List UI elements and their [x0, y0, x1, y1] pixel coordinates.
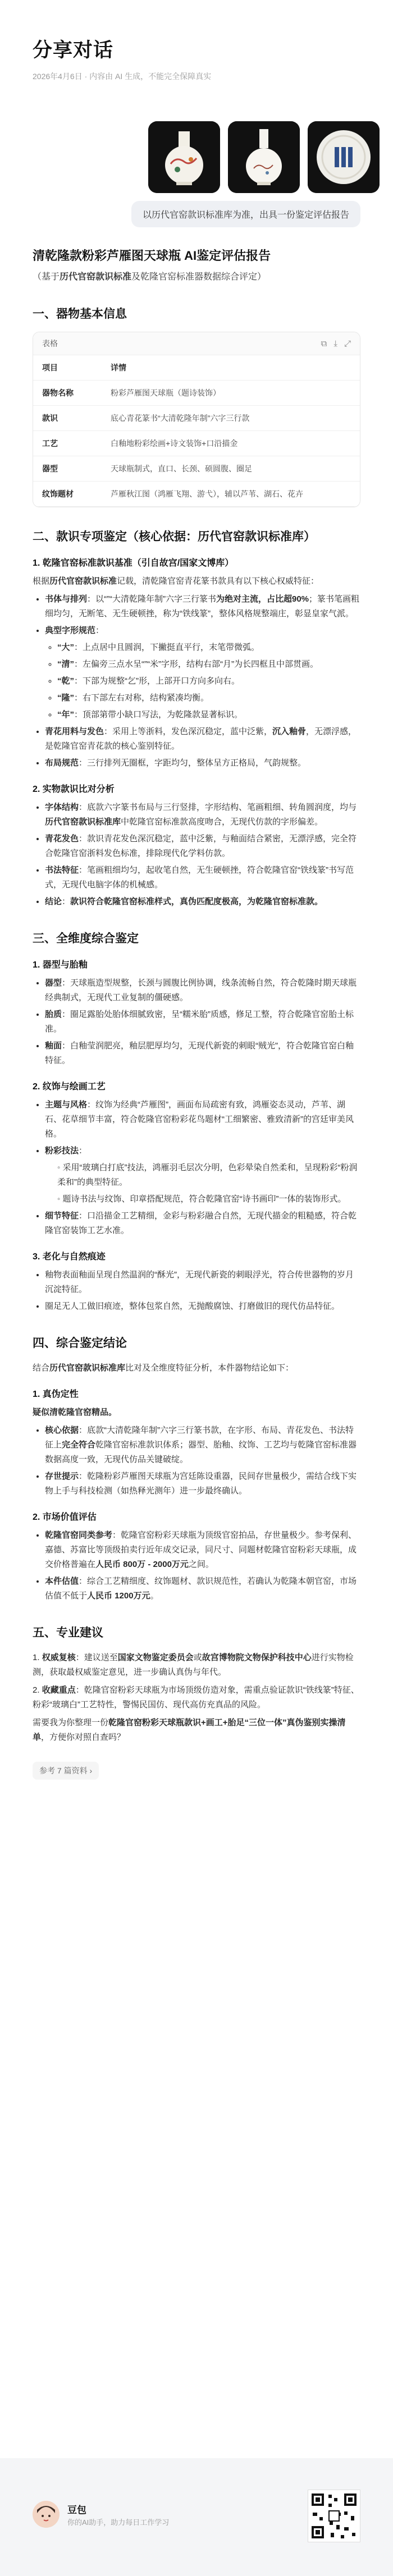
list-item: • 书体与排列：以“”“大清乾隆年制”六字三行篆书为绝对主流，占比超90%；篆书笔画粗细均匀，无断笔、无生硬顿挫，称为“铁线篆”，整体风格规整端庄，彰显皇家气派。	[45, 592, 360, 621]
table-row: 工艺 白釉地粉彩绘画+诗文装饰+口沿描金	[33, 431, 360, 456]
list-item: • 釉物表面釉面呈现自然温润的“酥光”，无现代新瓷的刺眼浮光，符合传世器物的岁月沉淀特征。	[45, 1268, 360, 1297]
verdict: 疑似清乾隆官窑精品。	[33, 1408, 117, 1417]
list-item: • 字体结构：底款六字篆书布局与三行竖排，字形结构、笔画粗细、转角圆润度，均与历代官窑款识标准库中乾隆官窑标准款高度吻合，无现代仿款的字形偏差。	[45, 800, 360, 829]
section-basic-info-heading: 一、器物基本信息	[33, 308, 127, 320]
closing-question: 需要我为你整理一份乾隆官窑粉彩天球瓶款识+画工+胎足“三位一体”真伪鉴别实操清单，方便你对照自查吗？	[33, 1718, 346, 1742]
subsection-heading: 3. 老化与自然痕迹	[33, 1252, 106, 1262]
share-meta: 2026年4月6日 · 内容由 AI 生成，不能完全保障真实	[33, 72, 212, 81]
user-message: 以历代官窑款识标准库为准，出具一份鉴定评估报告	[131, 201, 360, 227]
list-item: ◦ “乾”：下部为规整“乞”形，上部开口方向多向右。	[57, 674, 360, 689]
expand-icon[interactable]: ⤢	[344, 338, 351, 349]
list-item: • 布局规范：三行排列无圈框，字距均匀，整体呈方正格局，气韵规整。	[45, 756, 360, 771]
list-item: • 器型：天球瓶造型规整，长颈与圆腹比例协调，线条流畅自然，符合乾隆时期天球瓶经典制式，无现代工业复制的僵硬感。	[45, 976, 360, 1005]
qr-code	[308, 2490, 360, 2542]
table-row: 器物名称 粉彩芦雁图天球瓶（题诗装饰）	[33, 381, 360, 406]
report-subtitle: （基于历代官窑款识标准及乾隆官窑标准器数据综合评定）	[33, 272, 267, 282]
list-item: • 青花用料与发色：采用上等浙料，发色深沉稳定，蓝中泛紫，沉入釉骨，无漂浮感，是乾隆官窑青花款的核心鉴别特征。	[45, 725, 360, 754]
vase-base-image[interactable]	[308, 121, 380, 193]
list-item: ◦ “大”：上点居中且圆润，下撇挺直平行，末笔带微弧。	[57, 640, 360, 655]
subsection-heading: 1. 器型与胎釉	[33, 960, 88, 970]
list-item: ◦ 题诗书法与纹饰、印章搭配规范，符合乾隆官窑“诗书画印”一体的装饰形式。	[57, 1192, 360, 1207]
info-table-card	[33, 332, 360, 507]
list-item: • 粉彩技法： ◦ 采用“玻璃白打底”技法，鸿雁羽毛层次分明，色彩晕染自然柔和，呈现粉彩“粉润柔和”的典型特征。 ◦ 题诗书法与纹饰、印章搭配规范，符合乾隆官窑“诗书画印”一体的装饰形式。	[45, 1144, 360, 1207]
subsection-heading: 2. 实物款识比对分析	[33, 785, 115, 794]
list-item: • 存世提示：乾隆粉彩芦雁图天球瓶为宫廷陈设重器，民间存世量极少，需结合线下实物上手与科技检测（如热释光测年）进一步最终确认。	[45, 1469, 360, 1498]
list-item: ◦ “隆”：右下部左右对称，结构紧凑均衡。	[57, 691, 360, 705]
subsection-heading: 1. 真伪定性	[33, 1390, 79, 1399]
col-header-item: 项目	[33, 355, 102, 381]
list-item: • 主题与风格：纹饰为经典“芦雁图”，画面布局疏密有致，鸿雁姿态灵动，芦苇、湖石、花草细节丰富，符合乾隆官窑粉彩花鸟题材“工细繁密、雅致清新”的宫廷审美风格。	[45, 1098, 360, 1142]
list-item: • 青花发色：款识青花发色深沉稳定，蓝中泛紫，与釉面结合紧密，无漂浮感，完全符合乾隆官窑浙料发色标准，排除现代化学料仿款。	[45, 832, 360, 861]
paragraph: 根据历代官窑款识标准记载，清乾隆官窑青花篆书款具有以下核心权威特征：	[33, 576, 319, 586]
copy-icon[interactable]: ⧉	[321, 338, 327, 349]
assistant-name: 豆包	[67, 2505, 86, 2515]
table-row: 纹饰题材 芦雁秋江图（鸿雁飞翔、游弋），辅以芦苇、湖石、花卉	[33, 482, 360, 507]
report-title: 清乾隆款粉彩芦雁图天球瓶 AI鉴定评估报告	[33, 249, 271, 263]
list-item: • 结论：款识符合乾隆官窑标准样式，真伪匹配度极高，为乾隆官窑标准款。	[45, 895, 360, 909]
avatar	[33, 2501, 60, 2528]
subsection-heading: 2. 纹饰与绘画工艺	[33, 1082, 106, 1092]
list-item: • 书法特征：笔画粗细均匀，起收笔自然，无生硬顿挫，符合乾隆官窑“铁线篆”书写范式，无现代电脑字体的机械感。	[45, 863, 360, 892]
paragraph: 结合历代官窑款识标准库比对及全维度特征分析，本件器物结论如下：	[33, 1363, 294, 1373]
list-item: • 圈足无人工做旧痕迹，整体包浆自然，无抛酸腐蚀、打磨做旧的现代仿品特征。	[45, 1299, 360, 1314]
section-advice-heading: 五、专业建议	[33, 1626, 103, 1639]
list-item: ◦ “年”：顶部第带小缺口写法，为乾隆款显著标识。	[57, 708, 360, 722]
list-item: • 核心依据：底款“大清乾隆年制”六字三行篆书款，在字形、布局、青花发色、书法特征上完全符合乾隆官窑标准款识体系；器型、胎釉、纹饰、工艺均与乾隆官窑标准器数据高度一致，无现代仿品关键破绽。	[45, 1423, 360, 1467]
col-header-detail: 详情	[102, 355, 360, 381]
list-item: • 乾隆官窑同类参考：乾隆官窑粉彩天球瓶为顶级官窑拍品，存世量极少。参考保利、嘉德、苏富比等顶级拍卖行近年成交记录，同尺寸、同题材乾隆官窑粉彩天球瓶，成交价格普遍在人民币 800万 - 2000万元之间。	[45, 1528, 360, 1572]
section-conclusion-heading: 四、综合鉴定结论	[33, 1337, 127, 1350]
subsection-heading: 1. 乾隆官窑标准款识基准（引自故宫/国家文博库）	[33, 558, 234, 568]
list-item: • 胎质：圈足露胎处胎体细腻致密，呈“糯米胎”质感，修足工整，符合乾隆官窑胎土标准。	[45, 1007, 360, 1037]
subsection-heading: 2. 市场价值评估	[33, 1512, 97, 1522]
paragraph: 2. 收藏重点：乾隆官窑粉彩天球瓶为市场顶级仿造对象，需重点验证款识“铁线篆”特征、粉彩“玻璃白”工艺特性，警惕民国仿、现代高仿充真品的风险。	[33, 1685, 359, 1709]
assistant-desc: 你的AI助手，助力每日工作学习	[67, 2518, 170, 2527]
references-button[interactable]: 参考 7 篇资料 ›	[33, 1762, 99, 1780]
paragraph: 1. 权威复核：建议送至国家文物鉴定委员会或故宫博物院文物保护科技中心进行实物检测，获取最权威鉴定意见，进一步确认真伪与年代。	[33, 1653, 354, 1677]
list-item: • 本件估值：综合工艺精细度、纹饰题材、款识规范性，若确认为乾隆本朝官窑，市场估值不低于人民币 1200万元。	[45, 1574, 360, 1603]
section-comprehensive-heading: 三、全维度综合鉴定	[33, 932, 139, 945]
share-header	[0, 0, 393, 82]
list-item: • 典型字形规范： ◦ “大”：上点居中且圆润，下撇挺直平行，末笔带微弧。 ◦ “清”：左偏旁三点水呈“”“米”字形，结构右部“月”为长四框且中部贯画。 ◦ “乾”：下部为规整“乞”形，上部开口方向多向右。 ◦ “隆”：右下部左右对称，结构紧凑均衡。 ◦ “年”：顶部第带小缺口写法，为乾隆款显著标识。	[45, 624, 360, 722]
footer	[0, 2458, 393, 2576]
table-label: 表格	[42, 339, 58, 348]
list-item: ◦ 采用“玻璃白打底”技法，鸿雁羽毛层次分明，色彩晕染自然柔和，呈现粉彩“粉润柔和”的典型特征。	[57, 1161, 360, 1190]
table-row: 款识 底心青花篆书“大清乾隆年制”六字三行款	[33, 406, 360, 431]
section-mark-heading: 二、款识专项鉴定（核心依据：历代官窑款识标准库）	[33, 530, 316, 543]
vase-image-1[interactable]	[148, 121, 220, 193]
download-icon[interactable]: ⤓	[333, 338, 337, 349]
vase-image-2[interactable]	[228, 121, 300, 193]
assistant-answer	[0, 246, 393, 1780]
image-attachments	[0, 121, 393, 193]
info-table	[33, 355, 360, 507]
list-item: • 细节特征：口沿描金工艺精细，金彩与粉彩融合自然，无现代描金的粗糙感，符合乾隆官窑装饰工艺水准。	[45, 1209, 360, 1238]
page-title: 分享对话	[33, 39, 114, 61]
list-item: • 釉面：白釉莹润肥亮，釉层肥厚均匀，无现代新瓷的刺眼“贼光”，符合乾隆官窑白釉特征。	[45, 1039, 360, 1068]
list-item: ◦ “清”：左偏旁三点水呈“”“米”字形，结构右部“月”为长四框且中部贯画。	[57, 657, 360, 672]
table-row: 器型 天球瓶制式，直口、长颈、硕圆腹、圈足	[33, 456, 360, 482]
